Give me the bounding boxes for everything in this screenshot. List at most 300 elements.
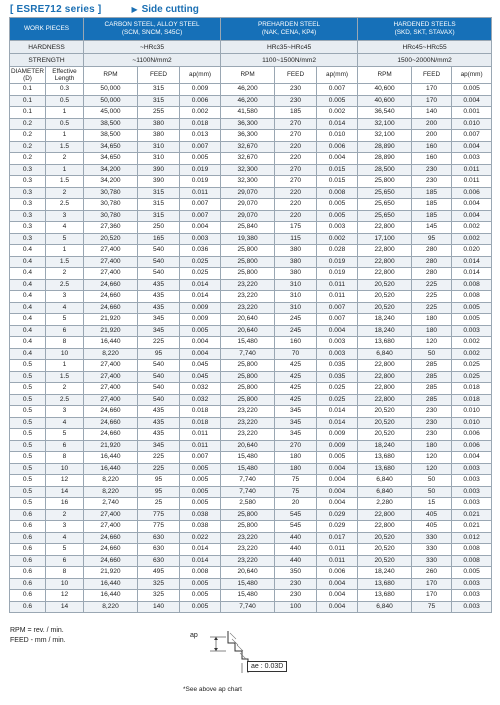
- rpm-cell: 20,520: [358, 291, 412, 303]
- rpm-cell: 22,800: [358, 245, 412, 257]
- rpm-cell: 20,520: [358, 555, 412, 567]
- ap-cell: 0.003: [317, 337, 358, 349]
- feed-cell: 380: [138, 118, 180, 130]
- feed-cell: 315: [138, 187, 180, 199]
- rpm-cell: 25,800: [358, 176, 412, 188]
- ap-cell: 0.004: [317, 325, 358, 337]
- feed-cell: 160: [275, 337, 317, 349]
- rpm-cell: 16,440: [84, 452, 138, 464]
- feed-cell: 405: [412, 521, 452, 533]
- ap-cell: 0.011: [317, 279, 358, 291]
- feed-cell: 230: [275, 578, 317, 590]
- ap-cell: 0.015: [317, 164, 358, 176]
- feed-cell: 540: [138, 245, 180, 257]
- ap-cell: 0.018: [180, 417, 221, 429]
- table-row: [10, 256, 492, 268]
- feed-cell: 230: [275, 84, 317, 96]
- effective-length-cell: 6: [46, 325, 84, 337]
- feed-cell: 185: [412, 199, 452, 211]
- feed-cell: 380: [275, 268, 317, 280]
- feed-cell: 185: [412, 210, 452, 222]
- feed-cell: 285: [412, 383, 452, 395]
- ap-cell: 0.014: [180, 291, 221, 303]
- rpm-cell: 27,400: [84, 521, 138, 533]
- rpm-cell: 22,800: [358, 360, 412, 372]
- feed-cell: 165: [138, 233, 180, 245]
- diameter-cell: 0.6: [10, 509, 46, 521]
- ap-cell: 0.004: [317, 578, 358, 590]
- feed-cell: 200: [412, 118, 452, 130]
- ap-cell: 0.008: [452, 291, 492, 303]
- rpm-cell: 46,200: [221, 95, 275, 107]
- rpm-cell: 32,670: [221, 141, 275, 153]
- effective-length-cell: 2: [46, 509, 84, 521]
- ap-cell: 0.007: [317, 302, 358, 314]
- ap-cell: 0.010: [452, 417, 492, 429]
- feed-cell: 230: [412, 406, 452, 418]
- ap-cell: 0.007: [317, 314, 358, 326]
- effective-length-cell: 5: [46, 544, 84, 556]
- rpm-cell: 30,780: [84, 210, 138, 222]
- rpm-cell: 23,220: [221, 302, 275, 314]
- rpm-cell: 25,800: [221, 521, 275, 533]
- rpm-cell: 45,000: [84, 107, 138, 119]
- rpm-cell: 23,220: [221, 429, 275, 441]
- rpm-cell: 32,670: [221, 153, 275, 165]
- rpm-cell: 34,650: [84, 153, 138, 165]
- table-row: [10, 153, 492, 165]
- feed-cell: 350: [275, 567, 317, 579]
- diameter-cell: 0.5: [10, 360, 46, 372]
- rpm-cell: 32,100: [358, 130, 412, 142]
- ap-cell: 0.003: [452, 578, 492, 590]
- diameter-cell: 0.4: [10, 325, 46, 337]
- rpm-cell: 25,800: [221, 371, 275, 383]
- ap-cell: 0.036: [180, 245, 221, 257]
- effective-length-cell: 3: [46, 210, 84, 222]
- diameter-cell: 0.4: [10, 268, 46, 280]
- ap-cell: 0.003: [317, 222, 358, 234]
- feed-cell: 425: [275, 360, 317, 372]
- effective-length-cell: 0.5: [46, 95, 84, 107]
- rpm-cell: 2,580: [221, 498, 275, 510]
- table-row: [10, 601, 492, 613]
- feed-cell: 630: [138, 544, 180, 556]
- series-title: [ ESRE712 series ]: [10, 3, 102, 15]
- rpm-cell: 25,650: [358, 210, 412, 222]
- ap-cell: 0.025: [180, 268, 221, 280]
- ap-cell: 0.004: [317, 153, 358, 165]
- rpm-cell: 7,740: [221, 486, 275, 498]
- feed-cell: 495: [138, 567, 180, 579]
- feed-cell: 440: [275, 544, 317, 556]
- rpm-cell: 41,580: [221, 107, 275, 119]
- table-row: [10, 130, 492, 142]
- ap-cell: 0.019: [317, 256, 358, 268]
- ap-cell: 0.019: [180, 176, 221, 188]
- effective-length-cell: 1: [46, 360, 84, 372]
- rpm-cell: 27,400: [84, 371, 138, 383]
- feed-cell: 180: [412, 314, 452, 326]
- rpm-cell: 24,660: [84, 555, 138, 567]
- table-row: [10, 544, 492, 556]
- feed-cell: 315: [138, 95, 180, 107]
- ap-cell: 0.021: [452, 521, 492, 533]
- ap-cell: 0.045: [180, 360, 221, 372]
- diameter-cell: 0.2: [10, 130, 46, 142]
- ap-cell: 0.004: [317, 475, 358, 487]
- rpm-cell: 50,000: [84, 84, 138, 96]
- feed-cell: 225: [138, 452, 180, 464]
- rpm-cell: 8,220: [84, 486, 138, 498]
- ap-cell: 0.045: [180, 371, 221, 383]
- ap-cell: 0.009: [180, 84, 221, 96]
- ap-cell: 0.005: [180, 601, 221, 613]
- rpm-cell: 25,800: [221, 245, 275, 257]
- ap-cell: 0.005: [180, 498, 221, 510]
- ap-cell: 0.011: [452, 176, 492, 188]
- table-row: [10, 475, 492, 487]
- ap-cell: 0.014: [180, 544, 221, 556]
- feed-cell: 325: [138, 590, 180, 602]
- effective-length-cell: 8: [46, 567, 84, 579]
- diameter-cell: 0.4: [10, 337, 46, 349]
- table-row: [10, 176, 492, 188]
- feed-cell: 95: [138, 475, 180, 487]
- feed-cell: 345: [138, 440, 180, 452]
- ap-cell: 0.004: [180, 222, 221, 234]
- effective-length-cell: 2.5: [46, 199, 84, 211]
- feed-cell: 70: [275, 348, 317, 360]
- feed-header: FEED: [275, 67, 317, 84]
- feed-cell: 230: [412, 176, 452, 188]
- group-carbon-steel: CARBON STEEL, ALLOY STEEL (SCM, SNCM, S45C): [84, 18, 221, 41]
- feed-cell: 140: [412, 107, 452, 119]
- table-row: [10, 383, 492, 395]
- rpm-header: RPM: [84, 67, 138, 84]
- rpm-cell: 17,100: [358, 233, 412, 245]
- effective-length-cell: 1.5: [46, 141, 84, 153]
- rpm-cell: 24,660: [84, 406, 138, 418]
- effective-length-cell: 4: [46, 417, 84, 429]
- ap-cell: 0.028: [317, 245, 358, 257]
- rpm-cell: 22,800: [358, 371, 412, 383]
- rpm-cell: 27,400: [84, 256, 138, 268]
- rpm-cell: 28,890: [358, 141, 412, 153]
- ap-cell: 0.019: [180, 164, 221, 176]
- ap-cell: 0.006: [452, 429, 492, 441]
- rpm-cell: 34,650: [84, 141, 138, 153]
- rpm-cell: 25,800: [221, 509, 275, 521]
- rpm-cell: 21,920: [84, 567, 138, 579]
- ap-cell: 0.004: [452, 452, 492, 464]
- effective-length-cell: 10: [46, 463, 84, 475]
- rpm-cell: 25,800: [221, 256, 275, 268]
- rpm-cell: 24,660: [84, 544, 138, 556]
- rpm-cell: 2,280: [358, 498, 412, 510]
- rpm-cell: 27,400: [84, 360, 138, 372]
- rpm-cell: 21,920: [84, 325, 138, 337]
- rpm-cell: 20,520: [358, 417, 412, 429]
- rpm-cell: 23,220: [221, 417, 275, 429]
- rpm-cell: 22,800: [358, 394, 412, 406]
- diameter-cell: 0.4: [10, 291, 46, 303]
- diameter-cell: 0.4: [10, 314, 46, 326]
- rpm-cell: 23,220: [221, 532, 275, 544]
- ap-cell: 0.004: [317, 590, 358, 602]
- ap-cell: 0.018: [452, 394, 492, 406]
- ap-cell: 0.005: [180, 475, 221, 487]
- diameter-cell: 0.1: [10, 84, 46, 96]
- table-row: [10, 164, 492, 176]
- ap-cell: 0.013: [180, 130, 221, 142]
- rpm-cell: 20,640: [221, 314, 275, 326]
- rpm-cell: 27,400: [84, 509, 138, 521]
- ap-cell: 0.007: [180, 452, 221, 464]
- ap-cell: 0.038: [180, 509, 221, 521]
- ap-cell: 0.015: [317, 176, 358, 188]
- rpm-cell: 34,200: [84, 164, 138, 176]
- feed-cell: 270: [275, 118, 317, 130]
- feed-cell: 435: [138, 279, 180, 291]
- table-row: [10, 118, 492, 130]
- ap-cell: 0.005: [180, 463, 221, 475]
- rpm-cell: 24,660: [84, 279, 138, 291]
- ap-cell: 0.009: [180, 302, 221, 314]
- feed-cell: 285: [412, 360, 452, 372]
- feed-cell: 270: [275, 176, 317, 188]
- rpm-cell: 8,220: [84, 475, 138, 487]
- rpm-cell: 6,840: [358, 475, 412, 487]
- feed-cell: 20: [275, 498, 317, 510]
- ap-cell: 0.011: [317, 544, 358, 556]
- ap-cell: 0.005: [180, 153, 221, 165]
- table-row: [10, 95, 492, 107]
- ap-cell: 0.007: [317, 84, 358, 96]
- ap-cell: 0.012: [452, 532, 492, 544]
- ap-cell: 0.005: [317, 210, 358, 222]
- diameter-cell: 0.2: [10, 153, 46, 165]
- ap-header: ap(mm): [180, 67, 221, 84]
- ap-cell: 0.002: [317, 233, 358, 245]
- diameter-cell: 0.5: [10, 440, 46, 452]
- feed-cell: 425: [275, 383, 317, 395]
- effective-length-cell: 1: [46, 164, 84, 176]
- ap-cell: 0.011: [317, 291, 358, 303]
- ap-cell: 0.002: [180, 107, 221, 119]
- ap-cell: 0.035: [317, 360, 358, 372]
- feed-cell: 50: [412, 486, 452, 498]
- ap-cell: 0.002: [317, 107, 358, 119]
- feed-cell: 310: [275, 279, 317, 291]
- feed-cell: 170: [412, 95, 452, 107]
- ap-cell: 0.018: [452, 383, 492, 395]
- diameter-cell: 0.3: [10, 164, 46, 176]
- diameter-cell: 0.5: [10, 475, 46, 487]
- ap-cell: 0.006: [317, 141, 358, 153]
- diameter-cell: 0.2: [10, 141, 46, 153]
- strength-hardened: 1500~2000N/mm2: [358, 54, 492, 67]
- effective-length-cell: 2: [46, 383, 84, 395]
- rpm-cell: 38,500: [84, 118, 138, 130]
- table-row: [10, 245, 492, 257]
- ap-cell: 0.005: [317, 95, 358, 107]
- diameter-cell: 0.4: [10, 279, 46, 291]
- ap-cell: 0.010: [317, 130, 358, 142]
- feed-cell: 120: [412, 452, 452, 464]
- ap-cell: 0.002: [452, 348, 492, 360]
- ap-cell: 0.003: [317, 348, 358, 360]
- rpm-cell: 34,200: [84, 176, 138, 188]
- table-row: [10, 498, 492, 510]
- ap-cell: 0.005: [180, 325, 221, 337]
- ap-cell: 0.005: [180, 590, 221, 602]
- rpm-cell: 6,840: [358, 348, 412, 360]
- rpm-cell: 24,660: [84, 429, 138, 441]
- feed-cell: 225: [412, 302, 452, 314]
- table-row: [10, 210, 492, 222]
- effective-length-cell: 1: [46, 130, 84, 142]
- table-row: [10, 291, 492, 303]
- feed-cell: 100: [275, 601, 317, 613]
- diameter-cell: 0.3: [10, 233, 46, 245]
- ap-cell: 0.007: [452, 130, 492, 142]
- table-row: [10, 555, 492, 567]
- ap-cell: 0.005: [452, 314, 492, 326]
- ap-cell: 0.008: [452, 555, 492, 567]
- feed-cell: 95: [412, 233, 452, 245]
- ap-cell: 0.002: [452, 337, 492, 349]
- rpm-cell: 22,800: [358, 268, 412, 280]
- feed-cell: 220: [275, 187, 317, 199]
- rpm-cell: 50,000: [84, 95, 138, 107]
- ap-cell: 0.004: [452, 210, 492, 222]
- work-pieces-label: WORK PIECES: [10, 18, 84, 41]
- feed-cell: 280: [412, 245, 452, 257]
- table-row: [10, 406, 492, 418]
- feed-cell: 280: [412, 256, 452, 268]
- rpm-cell: 38,500: [84, 130, 138, 142]
- feed-cell: 225: [138, 337, 180, 349]
- diameter-cell: 0.5: [10, 383, 46, 395]
- feed-cell: 540: [138, 268, 180, 280]
- hardness-preharden: HRc35~HRc45: [221, 41, 358, 54]
- effective-length-cell: 5: [46, 429, 84, 441]
- diameter-cell: 0.4: [10, 256, 46, 268]
- feed-cell: 540: [138, 256, 180, 268]
- page-header: [10, 2, 199, 16]
- rpm-cell: 24,660: [84, 417, 138, 429]
- effective-length-cell: 5: [46, 233, 84, 245]
- rpm-cell: 32,300: [221, 164, 275, 176]
- feed-cell: 180: [275, 463, 317, 475]
- feed-cell: 140: [138, 601, 180, 613]
- ap-cell: 0.005: [452, 567, 492, 579]
- feed-cell: 225: [412, 291, 452, 303]
- effective-length-cell: 2: [46, 268, 84, 280]
- rpm-cell: 27,400: [84, 268, 138, 280]
- rpm-cell: 20,640: [221, 325, 275, 337]
- effective-length-cell: 1: [46, 107, 84, 119]
- rpm-cell: 21,920: [84, 440, 138, 452]
- feed-cell: 540: [138, 394, 180, 406]
- diameter-cell: 0.1: [10, 107, 46, 119]
- feed-cell: 545: [275, 509, 317, 521]
- diameter-cell: 0.3: [10, 187, 46, 199]
- feed-cell: 345: [275, 406, 317, 418]
- rpm-cell: 29,070: [221, 199, 275, 211]
- feed-cell: 630: [138, 532, 180, 544]
- ap-cell: 0.035: [317, 371, 358, 383]
- ap-cell: 0.011: [317, 555, 358, 567]
- ap-cell: 0.005: [317, 199, 358, 211]
- strength-carbon: ~1100N/mm2: [84, 54, 221, 67]
- rpm-cell: 15,480: [221, 578, 275, 590]
- rpm-cell: 18,240: [358, 567, 412, 579]
- rpm-cell: 22,800: [358, 521, 412, 533]
- feed-cell: 775: [138, 509, 180, 521]
- ap-cell: 0.001: [452, 107, 492, 119]
- rpm-cell: 6,840: [358, 486, 412, 498]
- effective-length-cell: 12: [46, 475, 84, 487]
- rpm-cell: 16,440: [84, 337, 138, 349]
- diameter-cell: 0.5: [10, 452, 46, 464]
- ap-cell: 0.032: [180, 383, 221, 395]
- effective-length-cell: 14: [46, 601, 84, 613]
- feed-cell: 230: [412, 417, 452, 429]
- ap-cell: 0.029: [317, 521, 358, 533]
- ap-cell: 0.006: [452, 440, 492, 452]
- diameter-cell: 0.6: [10, 578, 46, 590]
- feed-cell: 630: [138, 555, 180, 567]
- ap-cell: 0.025: [317, 383, 358, 395]
- ap-cell: 0.008: [452, 544, 492, 556]
- rpm-cell: 20,520: [358, 406, 412, 418]
- feed-cell: 310: [138, 141, 180, 153]
- ap-cell: 0.014: [180, 555, 221, 567]
- table-row: [10, 187, 492, 199]
- feed-cell: 270: [275, 440, 317, 452]
- rpm-cell: 32,100: [358, 118, 412, 130]
- diameter-cell: 0.2: [10, 118, 46, 130]
- rpm-cell: 18,240: [358, 314, 412, 326]
- rpm-cell: 36,300: [221, 118, 275, 130]
- feed-cell: 230: [412, 429, 452, 441]
- rpm-cell: 16,440: [84, 590, 138, 602]
- feed-cell: 545: [275, 521, 317, 533]
- feed-cell: 345: [275, 429, 317, 441]
- diameter-cell: 0.4: [10, 245, 46, 257]
- rpm-cell: 15,480: [221, 590, 275, 602]
- feed-cell: 435: [138, 406, 180, 418]
- table-row: [10, 325, 492, 337]
- table-row: [10, 578, 492, 590]
- rpm-header: RPM: [358, 67, 412, 84]
- feed-cell: 95: [138, 348, 180, 360]
- ap-cell: 0.003: [452, 486, 492, 498]
- ap-cell: 0.019: [317, 268, 358, 280]
- ap-cell: 0.018: [180, 406, 221, 418]
- effective-length-cell: 4: [46, 532, 84, 544]
- feed-legend: FEED - mm / min.: [10, 637, 66, 644]
- table-row: [10, 429, 492, 441]
- ap-cell: 0.011: [452, 164, 492, 176]
- feed-cell: 220: [275, 141, 317, 153]
- table-row: [10, 107, 492, 119]
- ap-cell: 0.006: [180, 95, 221, 107]
- rpm-cell: 28,500: [358, 164, 412, 176]
- rpm-cell: 24,660: [84, 291, 138, 303]
